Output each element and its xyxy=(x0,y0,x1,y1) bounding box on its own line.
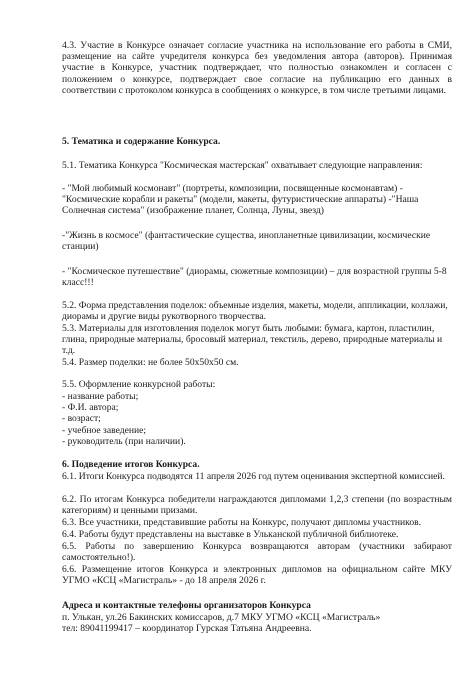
list-item: - руководитель (при наличии). xyxy=(62,435,186,447)
paragraph-6-1: 6.1. Итоги Конкурса подводятся 11 апреля 2026 год путем оценивания экспертной комиссией. xyxy=(62,471,445,482)
contact-address: п. Улькан, ул.26 Бакинских комиссаров, д.7 МКУ УГМО «КСЦ «Магистраль» xyxy=(62,612,381,623)
paragraph-6-3: 6.3. Все участники, представившие работы на Конкурс, получают дипломы участников. xyxy=(62,517,422,528)
paragraph-6-4: 6.4. Работы будут представлены на выставке в Улькaнской публичной библиотеке. xyxy=(62,529,399,540)
paragraph-5-1-directions-c: - "Космическое путешествие" (диорамы, сюжетные композиции) – для возрастной группы 5-8 класс!!! xyxy=(62,266,447,289)
list-item: - название работы; xyxy=(62,391,139,402)
paragraph-4-3: 4.3. Участие в Конкурсе означает согласие участника на использование его работы в СМИ, размещение на сайте учредителя конкурса без уведомления автора (авторов). Принимая участие в Конкурсе, участник подтверждает, что полностью ознакомлен и согласен с положением о конкурсе, подтверждает свое согласие на публикацию его данных в соответствии с протоколом конкурса в сообщениях о конкурсе, в том числе третьими лицами. xyxy=(62,40,452,96)
section-5-heading: 5. Тематика и содержание Конкурса. xyxy=(62,136,221,147)
contacts-block xyxy=(62,612,452,634)
paragraph-6-5: 6.5. Работы по завершению Конкурса возвращаются авторам (участники забирают самостоятельно!). xyxy=(62,541,452,564)
paragraph-5-3: 5.3. Материалы для изготовления поделок могут быть любыми: бумага, картон, пластилин, глина, природные материалы, бросовый материал, текстиль, дерево, природные материалы и т.д. xyxy=(62,323,443,357)
list-item: - возраст; xyxy=(62,413,101,425)
work-format-list xyxy=(62,391,452,447)
contact-phone: тел: 89041199417 – координатор Гурская Татьяна Андреевна. xyxy=(62,623,312,635)
contacts-heading: Адреса и контактные телефоны организаторов Конкурса xyxy=(62,600,311,611)
paragraph-5-1-directions-b: -"Жизнь в космосе" (фантастические существа, инопланетные цивилизации, космические станции) xyxy=(62,230,431,253)
paragraph-5-1-directions-a: - "Мой любимый космонавт" (портреты, композиции, посвященные космонавтам) - "Космические корабли и ракеты" (модели, макеты, футуристические аппараты) -"Наша Солнечная система" (изображение планет, Солнца, Луны, звезд) xyxy=(62,183,419,217)
section-6-heading: 6. Подведение итогов Конкурса. xyxy=(62,459,200,470)
paragraph-5-2: 5.2. Форма представления поделок: объемные изделия, макеты, модели, аппликации, коллажи, диорамы и другие виды рукотворного творчества. xyxy=(62,300,448,323)
list-item: - учебное заведение; xyxy=(62,424,147,436)
list-item: - Ф.И. автора; xyxy=(62,402,119,414)
paragraph-5-1: 5.1. Тематика Конкурса "Космическая мастерская" охватывает следующие направления: xyxy=(62,160,423,171)
paragraph-5-4: 5.4. Размер поделки: не более 50х50х50 см. xyxy=(62,357,239,368)
paragraph-6-2: 6.2. По итогам Конкурса победители награждаются дипломами 1,2,3 степени (по возрастным категориям) и ценными призами. xyxy=(62,494,452,517)
paragraph-6-6: 6.6. Размещение итогов Конкурса и электронных дипломов на официальном сайте МКУ УГМО «КСЦ «Магистраль» - до 18 апреля 2026 г. xyxy=(62,564,452,587)
paragraph-5-5: 5.5. Оформление конкурсной работы: xyxy=(62,379,216,390)
